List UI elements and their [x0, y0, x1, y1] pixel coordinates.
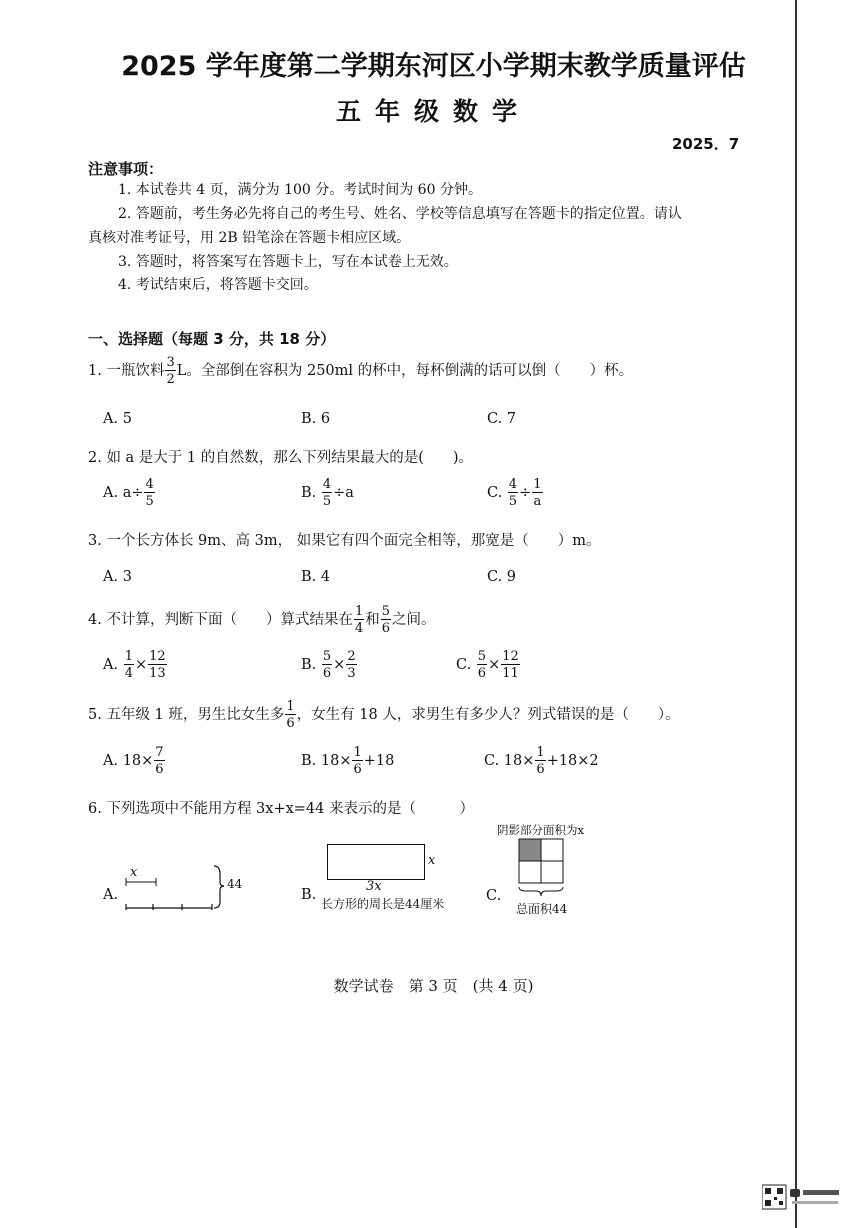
- question-3: 3. 一个长方体长 9m、高 3m， 如果它有四个面完全相等，那宽是（ ）m。: [88, 533, 601, 549]
- note-item: 4. 考试结束后，将答题卡交回。: [118, 277, 318, 293]
- option-c: C. $\frac{5}{6}$ × $\frac{12}{11}$: [456, 649, 519, 681]
- option-b-label: B.: [301, 887, 317, 903]
- option-a: A. $\frac{1}{4}$ × $\frac{12}{13}$: [103, 649, 166, 681]
- option-b-caption: 长方形的周长是44厘米: [321, 897, 445, 911]
- option-c-bottom-caption: 总面积44: [516, 902, 568, 916]
- exam-date: 2025．7: [672, 135, 740, 153]
- option-b: B. $\frac{4}{5}$ ÷a: [301, 477, 354, 509]
- option-b-side-label: x: [428, 853, 436, 868]
- option-a-label: A.: [103, 887, 119, 903]
- option-c-brace: [518, 883, 564, 895]
- exam-title: 2025 学年度第二学期东河区小学期末教学质量评估: [121, 51, 746, 82]
- note-item: 真核对准考证号，用 2B 铅笔涂在答题卡相应区域。: [88, 230, 411, 246]
- option-a: A. 5: [103, 411, 132, 427]
- fraction: $\frac{3}{2}$: [166, 355, 175, 387]
- option-b-bottom-label: 3x: [366, 879, 382, 894]
- option-a: A. 18× $\frac{7}{6}$: [103, 745, 164, 777]
- option-c: C. 9: [487, 569, 517, 585]
- option-a-diagram: [120, 862, 250, 922]
- section-heading: 一、选择题（每题 3 分，共 18 分）: [88, 330, 336, 348]
- option-c-top-caption: 阴影部分面积为x: [497, 823, 584, 837]
- option-c: C. $\frac{4}{5}$ ÷ $\frac{1}{a}$: [487, 477, 542, 509]
- option-c: C. 7: [487, 411, 517, 427]
- scan-edge-line: [795, 0, 797, 1228]
- option-b: B. 6: [301, 411, 331, 427]
- exam-subtitle: 五年级数学: [335, 97, 531, 126]
- option-a: A. 3: [103, 569, 132, 585]
- option-c-grid: [518, 838, 564, 884]
- question-4: 4. 不计算，判断下面（ ）算式结果在 $\frac{1}{4}$ 和 $\frac{5}{6}$ 之间。: [88, 604, 436, 636]
- question-1: 1. 一瓶饮料 $\frac{3}{2}$ L。全部倒在容积为 250ml 的杯中，每杯倒满的话可以倒（ ）杯。: [88, 355, 634, 387]
- qr-code-icon: [762, 1183, 842, 1213]
- option-b: B. 18× $\frac{1}{6}$ +18: [301, 745, 395, 777]
- note-item: 1. 本试卷共 4 页，满分为 100 分。考试时间为 60 分钟。: [118, 182, 482, 198]
- option-a-x-label: x: [130, 865, 138, 880]
- question-6: 6. 下列选项中不能用方程 3x+x=44 来表示的是（ ）: [88, 801, 474, 817]
- option-b-rectangle: [327, 844, 425, 880]
- note-item: 3. 答题时，将答案写在答题卡上，写在本试卷上无效。: [118, 254, 458, 270]
- page-footer: 数学试卷 第 3 页 (共 4 页): [333, 977, 534, 995]
- option-a-total: 44: [227, 877, 243, 891]
- question-2: 2. 如 a 是大于 1 的自然数，那么下列结果最大的是( )。: [88, 450, 474, 466]
- option-a: A. a÷ $\frac{4}{5}$: [103, 477, 154, 509]
- option-c-label: C.: [486, 888, 502, 904]
- option-b: B. 4: [301, 569, 331, 585]
- option-c: C. 18× $\frac{1}{6}$ +18×2: [484, 745, 599, 777]
- notes-heading: 注意事项：: [88, 160, 164, 178]
- note-item: 2. 答题前，考生务必先将自己的考生号、姓名、学校等信息填写在答题卡的指定位置。请认: [118, 206, 682, 222]
- option-b: B. $\frac{5}{6}$ × $\frac{2}{3}$: [301, 649, 356, 681]
- question-5: 5. 五年级 1 班，男生比女生多 $\frac{1}{6}$ ，女生有 18 人，求男生有多少人？列式错误的是（ ）。: [88, 699, 680, 731]
